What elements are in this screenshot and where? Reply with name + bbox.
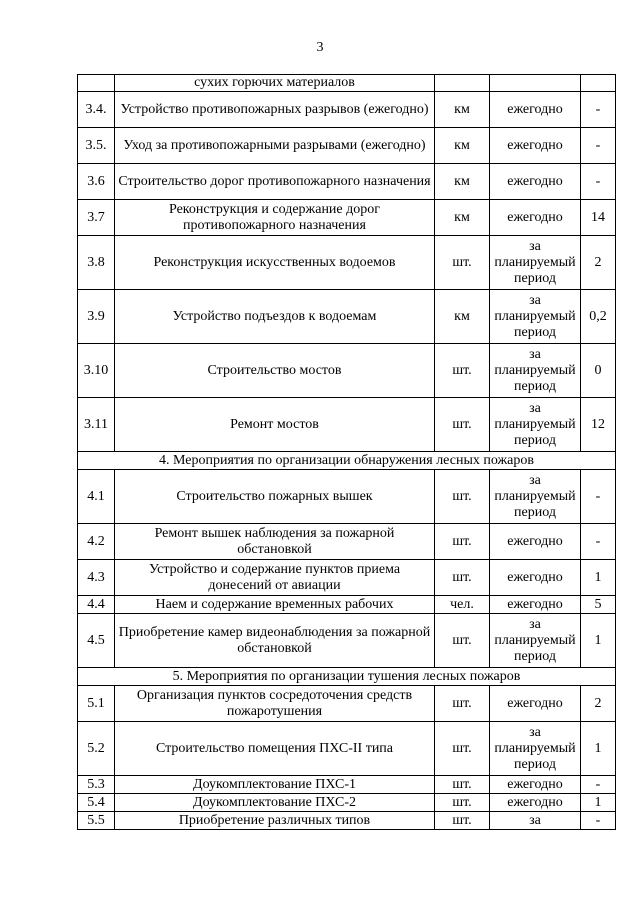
item-unit: км [435, 92, 490, 128]
table-row [78, 128, 616, 164]
table-row [78, 524, 616, 560]
item-period: ежегодно [490, 686, 581, 722]
item-value: 1 [581, 614, 616, 668]
table-row [78, 470, 616, 524]
item-number: 3.10 [78, 344, 115, 398]
item-unit: шт. [435, 722, 490, 776]
item-value: 2 [581, 236, 616, 290]
item-name: Устройство противопожарных разрывов (ежегодно) [115, 92, 435, 128]
table-row [78, 776, 616, 794]
item-value: 1 [581, 560, 616, 596]
item-value: - [581, 470, 616, 524]
table-row [78, 92, 616, 128]
table-row [78, 344, 616, 398]
table-row [78, 164, 616, 200]
item-name: Приобретение камер видеонаблюдения за пожарной обстановкой [115, 614, 435, 668]
item-unit: шт. [435, 794, 490, 812]
item-value [581, 75, 616, 92]
item-unit: шт. [435, 398, 490, 452]
item-unit: шт. [435, 236, 490, 290]
section-header-row [78, 668, 616, 686]
item-unit: шт. [435, 776, 490, 794]
item-number: 3.8 [78, 236, 115, 290]
item-name: Ремонт вышек наблюдения за пожарной обстановкой [115, 524, 435, 560]
item-name: Строительство помещения ПХС-II типа [115, 722, 435, 776]
item-value: 0 [581, 344, 616, 398]
item-value: - [581, 92, 616, 128]
item-period: за планируемый период [490, 398, 581, 452]
item-unit: шт. [435, 614, 490, 668]
section-header-row [78, 452, 616, 470]
item-value: 1 [581, 794, 616, 812]
item-number: 5.1 [78, 686, 115, 722]
table-row [78, 236, 616, 290]
item-name: Строительство мостов [115, 344, 435, 398]
section-title: 4. Мероприятия по организации обнаружения лесных пожаров [78, 452, 616, 470]
item-number: 3.9 [78, 290, 115, 344]
item-period: за планируемый период [490, 470, 581, 524]
item-period: ежегодно [490, 128, 581, 164]
item-unit [435, 75, 490, 92]
item-number: 4.4 [78, 596, 115, 614]
item-period: за планируемый период [490, 614, 581, 668]
item-value: 2 [581, 686, 616, 722]
item-period: ежегодно [490, 524, 581, 560]
item-number: 3.7 [78, 200, 115, 236]
item-period: за планируемый период [490, 722, 581, 776]
item-period [490, 75, 581, 92]
page-number: 3 [316, 40, 324, 55]
item-name: Устройство подъездов к водоемам [115, 290, 435, 344]
table-row [78, 812, 616, 830]
table-row [78, 560, 616, 596]
item-value: - [581, 164, 616, 200]
item-number: 5.2 [78, 722, 115, 776]
item-number: 4.2 [78, 524, 115, 560]
measures-table [77, 74, 616, 830]
item-number: 5.4 [78, 794, 115, 812]
item-number [78, 75, 115, 92]
item-period: за [490, 812, 581, 830]
item-period: ежегодно [490, 200, 581, 236]
table-row [78, 686, 616, 722]
item-number: 3.5. [78, 128, 115, 164]
item-value: - [581, 128, 616, 164]
item-name: Организация пунктов сосредоточения средств пожаротушения [115, 686, 435, 722]
item-value: 12 [581, 398, 616, 452]
table-row [78, 398, 616, 452]
table-row [78, 290, 616, 344]
item-number: 4.1 [78, 470, 115, 524]
item-value: - [581, 776, 616, 794]
item-unit: шт. [435, 686, 490, 722]
item-number: 3.6 [78, 164, 115, 200]
item-unit: шт. [435, 524, 490, 560]
table-row [78, 596, 616, 614]
item-period: ежегодно [490, 776, 581, 794]
item-value: 14 [581, 200, 616, 236]
table-body [78, 75, 616, 830]
item-name: Ремонт мостов [115, 398, 435, 452]
item-unit: км [435, 290, 490, 344]
item-unit: км [435, 164, 490, 200]
item-value: - [581, 812, 616, 830]
item-name: Уход за противопожарными разрывами (ежегодно) [115, 128, 435, 164]
item-number: 4.5 [78, 614, 115, 668]
item-number: 5.5 [78, 812, 115, 830]
item-name: Реконструкция искусственных водоемов [115, 236, 435, 290]
item-value: 1 [581, 722, 616, 776]
table-row [78, 200, 616, 236]
item-number: 4.3 [78, 560, 115, 596]
item-unit: км [435, 200, 490, 236]
item-name: Реконструкция и содержание дорог противопожарного назначения [115, 200, 435, 236]
item-name: Строительство пожарных вышек [115, 470, 435, 524]
item-name: сухих горючих материалов [115, 75, 435, 92]
table-row [78, 794, 616, 812]
table-row [78, 722, 616, 776]
item-period: за планируемый период [490, 290, 581, 344]
item-period: ежегодно [490, 596, 581, 614]
section-title: 5. Мероприятия по организации тушения лесных пожаров [78, 668, 616, 686]
item-period: ежегодно [490, 164, 581, 200]
item-unit: чел. [435, 596, 490, 614]
item-name: Доукомплектование ПХС-2 [115, 794, 435, 812]
item-name: Наем и содержание временных рабочих [115, 596, 435, 614]
item-period: за планируемый период [490, 236, 581, 290]
item-period: ежегодно [490, 92, 581, 128]
item-unit: шт. [435, 560, 490, 596]
item-period: за планируемый период [490, 344, 581, 398]
item-number: 3.4. [78, 92, 115, 128]
item-period: ежегодно [490, 794, 581, 812]
item-name: Приобретение различных типов [115, 812, 435, 830]
item-unit: шт. [435, 812, 490, 830]
item-value: 0,2 [581, 290, 616, 344]
item-name: Строительство дорог противопожарного назначения [115, 164, 435, 200]
table-row [78, 75, 616, 92]
item-unit: км [435, 128, 490, 164]
table-row [78, 614, 616, 668]
item-period: ежегодно [490, 560, 581, 596]
item-unit: шт. [435, 470, 490, 524]
item-unit: шт. [435, 344, 490, 398]
item-name: Доукомплектование ПХС-1 [115, 776, 435, 794]
item-value: - [581, 524, 616, 560]
item-value: 5 [581, 596, 616, 614]
item-number: 3.11 [78, 398, 115, 452]
item-name: Устройство и содержание пунктов приема донесений от авиации [115, 560, 435, 596]
item-number: 5.3 [78, 776, 115, 794]
